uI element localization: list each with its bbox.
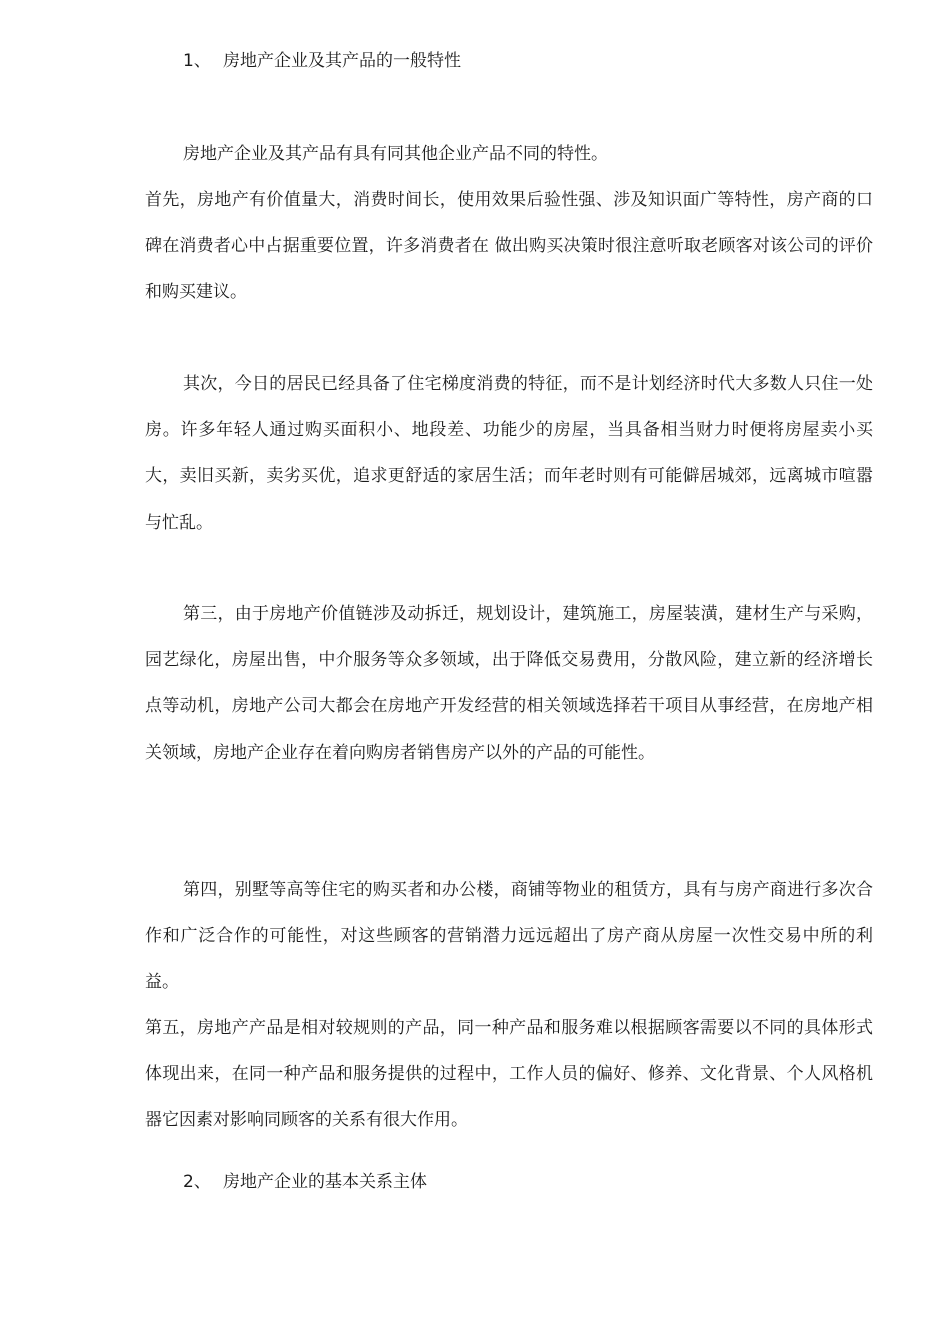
section-title-1: 房地产企业及其产品的一般特性	[223, 51, 461, 71]
paragraph-fourth: 第四，别墅等高等住宅的购买者和办公楼，商铺等物业的租赁方，具有与房产商进行多次合作和广泛合作的可能性，对这些顾客的营销潜力远远超出了房产商从房屋一次性交易中所的利益。	[145, 880, 873, 993]
section-heading-1	[183, 49, 461, 73]
paragraph-third: 第三，由于房地产价值链涉及动拆迁，规划设计，建筑施工，房屋装潢，建材生产与采购，园艺绿化，房屋出售，中介服务等众多领域，出于降低交易费用，分散风险，建立新的经济增长点等动机，房地产公司大都会在房地产开发经营的相关领域选择若干项目从事经营，在房地产相关领域，房地产企业存在着向购房者销售房产以外的产品的可能性。	[145, 604, 873, 763]
paragraph-fifth: 第五，房地产产品是相对较规则的产品，同一种产品和服务难以根据顾客需要以不同的具体形式体现出来，在同一种产品和服务提供的过程中，工作人员的偏好、修养、文化背景、个人风格机器它因素对影响同顾客的关系有很大作用。	[145, 1018, 873, 1131]
section-heading-2	[183, 1170, 427, 1194]
section-title-2: 房地产企业的基本关系主体	[223, 1172, 427, 1192]
paragraph-first: 首先，房地产有价值量大，消费时间长，使用效果后验性强、涉及知识面广等特性，房产商的口碑在消费者心中占据重要位置，许多消费者在 做出购买决策时很注意听取老顾客对该公司的评价和购买建议。	[145, 190, 873, 303]
section-number-1: 1、	[183, 51, 211, 71]
paragraph-second: 其次，今日的居民已经具备了住宅梯度消费的特征，而不是计划经济时代大多数人只住一处房。许多年轻人通过购买面积小、地段差、功能少的房屋，当具备相当财力时便将房屋卖小买大，卖旧买新，卖劣买优，追求更舒适的家居生活；而年老时则有可能僻居城郊，远离城市喧嚣与忙乱。	[145, 374, 873, 533]
paragraph-intro: 房地产企业及其产品有具有同其他企业产品不同的特性。	[183, 144, 608, 164]
section-number-2: 2、	[183, 1172, 211, 1192]
